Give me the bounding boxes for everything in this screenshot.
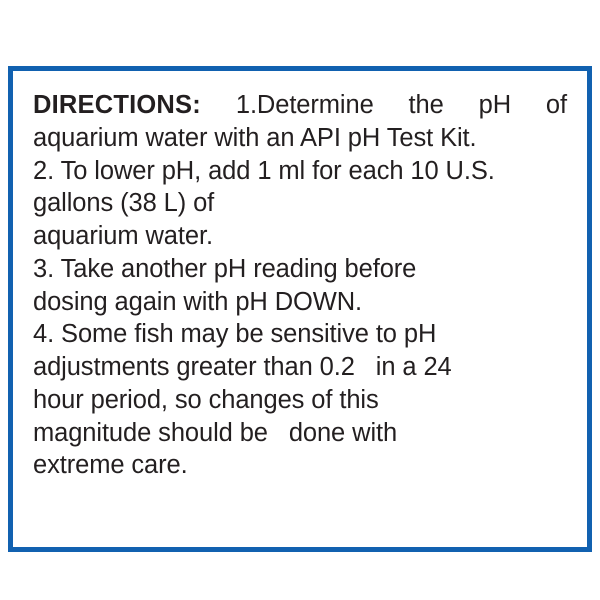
directions-line: hour period, so changes of this xyxy=(33,385,379,414)
directions-line: adjustments greater than 0.2 in a 24 xyxy=(33,353,452,382)
directions-line: magnitude should be done with xyxy=(33,418,398,447)
directions-line: gallons (38 L) of xyxy=(33,189,215,218)
directions-line: aquarium water. xyxy=(33,222,213,251)
directions-text-block xyxy=(33,89,567,482)
directions-line: 4. Some fish may be sensitive to pH xyxy=(33,320,437,349)
directions-heading: DIRECTIONS: xyxy=(33,91,201,119)
directions-line: extreme care. xyxy=(33,451,188,480)
directions-content xyxy=(13,71,587,482)
directions-label-box xyxy=(8,66,592,552)
directions-first-line-rest: 1.Determine the pH of xyxy=(235,91,567,119)
directions-line: aquarium water with an API pH Test Kit. xyxy=(33,123,477,152)
directions-first-line xyxy=(33,89,567,122)
directions-line: dosing again with pH DOWN. xyxy=(33,287,363,316)
directions-line: 3. Take another pH reading before xyxy=(33,254,417,283)
directions-line: 2. To lower pH, add 1 ml for each 10 U.S. xyxy=(33,156,495,185)
